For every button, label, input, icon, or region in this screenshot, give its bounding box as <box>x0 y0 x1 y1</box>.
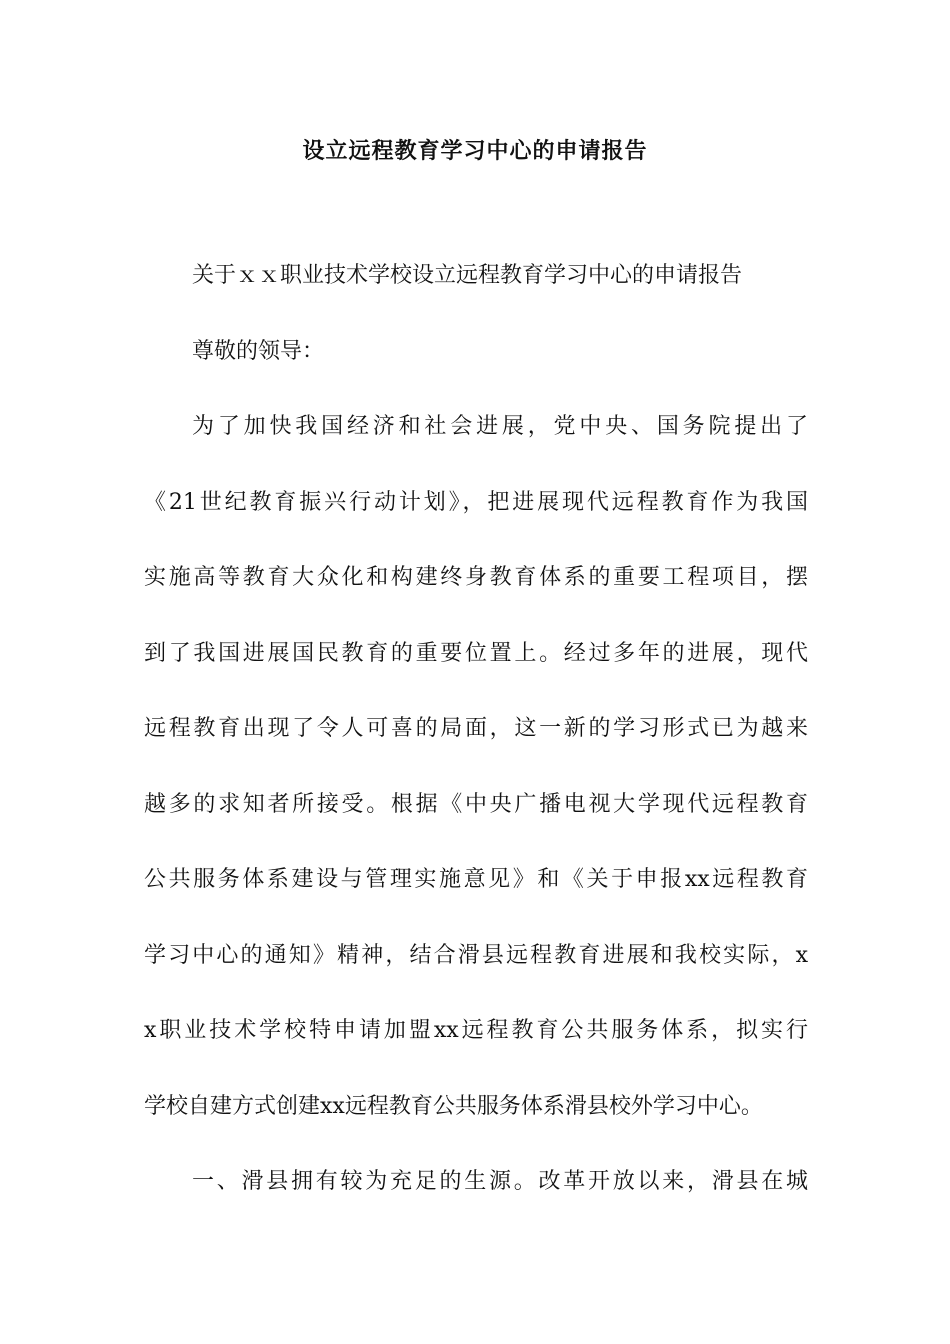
paragraph-line: 学习中心的通知》精神，结合滑县远程教育进展和我校实际，x <box>144 942 808 968</box>
paragraph-line: 实施高等教育大众化和构建终身教育体系的重要工程项目，摆 <box>144 565 808 590</box>
document-body <box>144 256 808 1238</box>
paragraph-line: 公共服务体系建设与管理实施意见》和《关于申报xx远程教育 <box>144 867 808 892</box>
paragraph-line: 越多的求知者所接受。根据《中央广播电视大学现代远程教育 <box>144 791 808 817</box>
paragraph-line: 到了我国进展国民教育的重要位置上。经过多年的进展，现代 <box>144 640 808 666</box>
document-title: 设立远程教育学习中心的申请报告 <box>302 139 648 164</box>
paragraph-line: 远程教育出现了令人可喜的局面，这一新的学习形式已为越来 <box>144 716 808 741</box>
paragraph-line: 学校自建方式创建xx远程教育公共服务体系滑县校外学习中心。 <box>144 1093 763 1119</box>
report-heading-line: 关于ｘｘ职业技术学校设立远程教育学习中心的申请报告 <box>192 263 743 288</box>
paragraph-line: 为了加快我国经济和社会进展，党中央、国务院提出了 <box>192 414 808 439</box>
paragraph-line: x职业技术学校特申请加盟xx远程教育公共服务体系，拟实行 <box>144 1018 808 1043</box>
paragraph-line: 《21世纪教育振兴行动计划》，把进展现代远程教育作为我国 <box>144 489 808 515</box>
paragraph-line: 一、滑县拥有较为充足的生源。改革开放以来，滑县在城 <box>192 1169 808 1194</box>
salutation-line: 尊敬的领导： <box>192 338 325 364</box>
